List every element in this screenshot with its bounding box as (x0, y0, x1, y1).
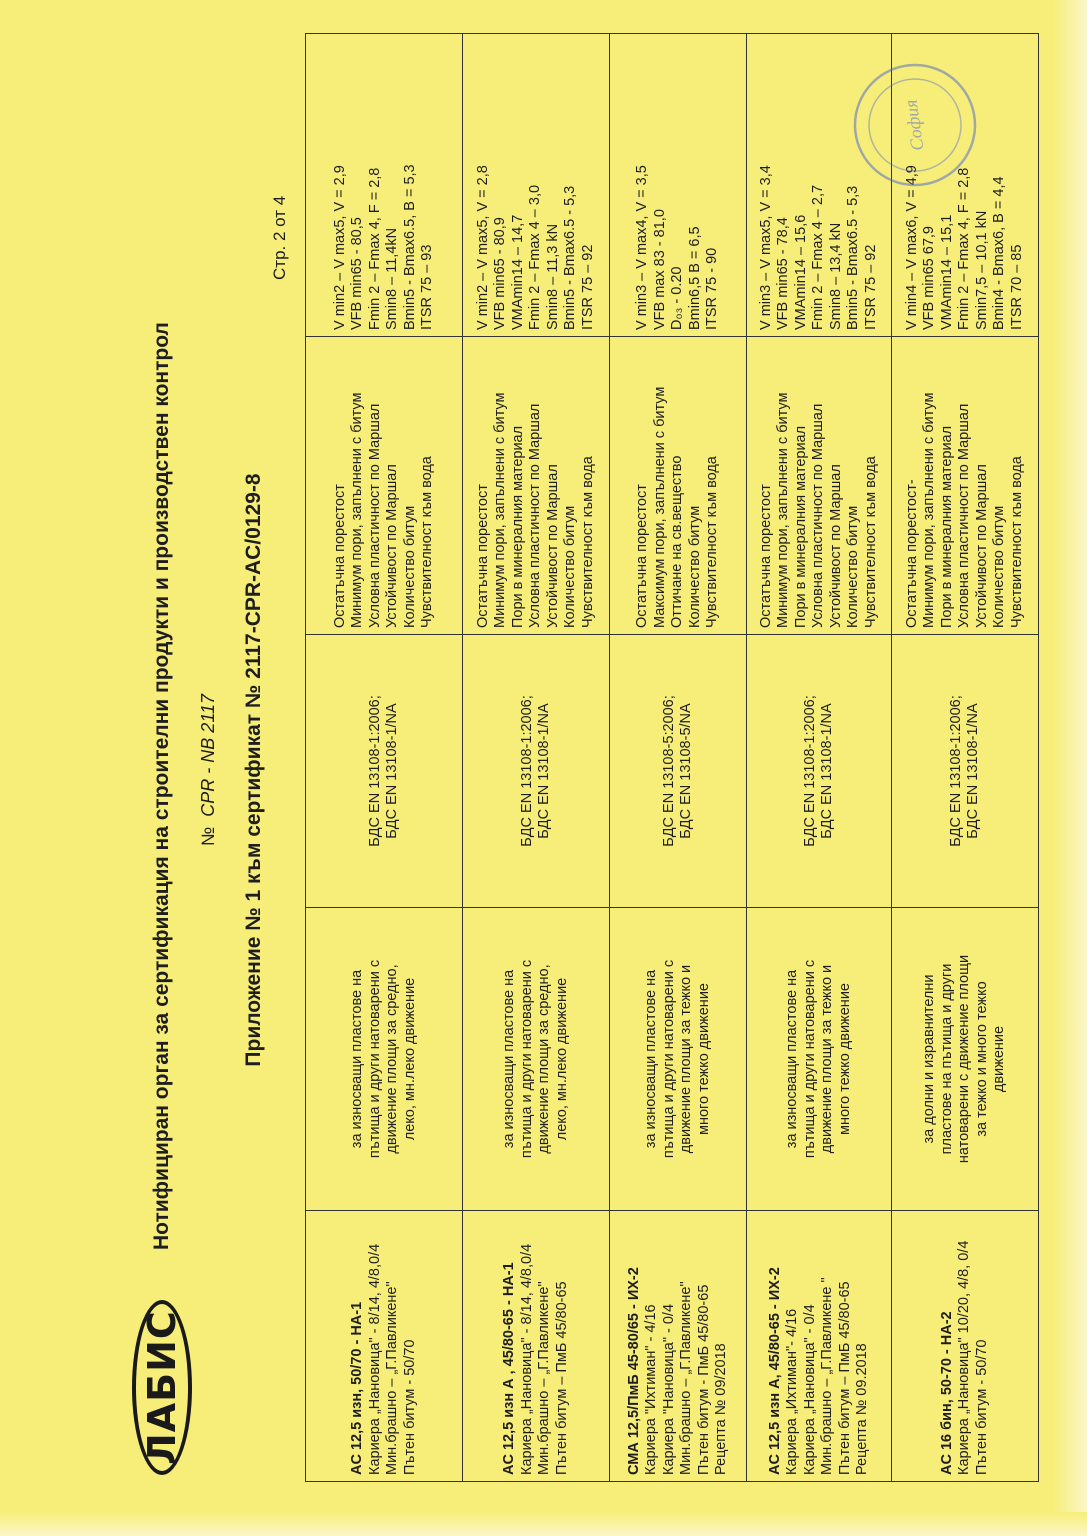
properties-cell (463, 337, 610, 635)
properties-line: Количество битум (686, 505, 703, 628)
intended-use-line: пластове на пътища и други (938, 963, 955, 1155)
values-line: VFB min65 - 78,4 (775, 217, 792, 330)
values-line: V min4 – V max6, V = 4,9 (903, 165, 920, 330)
values-line: VMAmin14 – 14,7 (509, 214, 526, 330)
product-line: Кариера „Нановица" - 8/14, 4/8,0/4 (518, 1243, 535, 1475)
values-line: ITSR 75 - 90 (704, 247, 721, 330)
properties-line: Остатъчна порестост (474, 484, 491, 628)
properties-line: Минимум пори, запълнени с битум (349, 392, 365, 628)
values-line: Fmin 2 – Fmax 4 – 2,7 (810, 184, 827, 330)
values-line: Bmin5 - Bmax6.5 - 5,3 (845, 185, 862, 330)
properties-line: Условна пластичност по Маршал (527, 403, 544, 628)
product-line: Пътен битум - 50/70 (973, 1339, 990, 1475)
properties-line: Минимум пори, запълнени с битум (921, 392, 938, 628)
product-cell (610, 1211, 747, 1482)
standard-line: БДС EN 13108-5/NA (678, 703, 694, 839)
intended-use-line: движение (991, 1025, 1008, 1093)
standard-line: БДС EN 13108-1/NA (384, 703, 400, 839)
intended-use-line: леко, мн.леко движение (553, 977, 570, 1141)
values-line: VFB min65 - 80,9 (492, 217, 509, 330)
intended-use-line: за долни и изравнителни (921, 974, 938, 1144)
intended-use-line: много тежко движение (695, 983, 712, 1135)
logo-text: ЛАБИС (140, 1310, 184, 1465)
intended-use-cell (306, 908, 463, 1211)
product-line: AC 16 бин, 50-70 - НА-2 (938, 1311, 955, 1475)
values-line: Smin8 – 11,3 kN (544, 223, 561, 330)
properties-cell (306, 337, 463, 635)
product-line: Кариера "Ихтиман" - 4/16 (643, 1304, 659, 1475)
properties-line: Устойчивост по Маршал (827, 464, 844, 628)
values-line: Smin8 – 11,4kN (384, 227, 400, 330)
product-line: Пътен битум - ПмБ 45/80-65 (695, 1284, 712, 1475)
product-line: AC 12,5 изн А , 45/80-65 - НА-1 (501, 1262, 517, 1475)
standard-line: БДС EN 13108-1/NA (965, 703, 981, 839)
labis-logo (132, 1300, 192, 1475)
intended-use-cell (747, 908, 892, 1211)
paper-edge-bottom (0, 1512, 1087, 1536)
values-line: Bmin4 - Bmax6, B = 4,4 (991, 176, 1008, 330)
properties-cell (610, 337, 747, 635)
standard-line: БДС EN 13108-1:2006; (366, 695, 383, 847)
properties-line: Условна пластичност по Маршал (810, 403, 827, 628)
properties-line: Количество битум (562, 505, 579, 628)
intended-use-line: движение площи за тежко и (819, 964, 835, 1154)
product-cell (747, 1211, 892, 1482)
properties-line: Количество битум (991, 505, 1008, 628)
values-line: VFB min65 - 80,5 (349, 217, 365, 330)
product-line: Кариера „Ихтиман"- 4/16 (784, 1308, 800, 1475)
table-row (610, 34, 747, 1482)
properties-line: Устойчивост по Маршал (973, 464, 990, 628)
stamp-text: София (900, 98, 928, 152)
intended-use-line: движение площи за тежко и (678, 964, 694, 1154)
properties-line: Остатъчна порестост (757, 484, 774, 628)
properties-line: Остатъчна порестост- (903, 479, 920, 628)
standard-cell (747, 635, 892, 908)
properties-cell (747, 337, 892, 635)
properties-line: Остатъчна порестост (634, 484, 651, 628)
properties-line: Устойчивост по Маршал (384, 464, 400, 628)
product-cell (892, 1211, 1039, 1482)
standard-line: БДС EN 13108-1/NA (819, 703, 835, 839)
standard-cell (463, 635, 610, 908)
standard-line: БДС EN 13108-5:2006; (660, 695, 677, 847)
number-value: CPR - NB 2117 (198, 693, 218, 817)
properties-line: Количество битум (401, 505, 418, 628)
appendix-title: Приложение № 1 към сертификат № 2117-CPR-AC/0129-8 (242, 473, 265, 1067)
values-line: Bmin5 - Bmax6.5, B = 5,3 (401, 164, 418, 330)
values-line: VMAmin14 – 15,6 (792, 214, 809, 330)
values-line: VFB max 83 - 81,0 (651, 209, 668, 330)
certificate-table (305, 33, 1039, 1482)
intended-use-line: за износващи пластове на (784, 969, 800, 1149)
properties-line: Минимум пори, запълнени с битум (492, 392, 509, 628)
values-line: VMAmin14 – 15,1 (938, 214, 955, 330)
product-line: Пътен битум – ПмБ 45/80-65 (553, 1281, 570, 1475)
properties-line: Количество битум (845, 505, 862, 628)
values-line: D₀₃ - 0.20 (669, 266, 686, 330)
header-title: Нотифициран орган за сертификация на строителни продукти и производствен контрол (150, 322, 173, 1250)
properties-line: Чувствителност към вода (419, 456, 435, 628)
values-line: V min3 – V max4, V = 3,5 (634, 165, 651, 330)
product-line: AC 12,5 изн, 50/70 - НА-1 (349, 1301, 365, 1475)
values-line: V min2 – V max5, V = 2,8 (474, 165, 491, 330)
standard-line: БДС EN 13108-1:2006; (518, 695, 535, 847)
properties-line: Чувствителност към вода (704, 456, 721, 628)
values-line: Fmin 2 – Fmax 4, F = 2,8 (366, 167, 383, 330)
standard-cell (306, 635, 463, 908)
product-line: Кариера „Нановица" 10/20, 4/8, 0/4 (956, 1240, 973, 1475)
intended-use-line: леко, мн.леко движение (401, 977, 418, 1141)
product-line: Мин.брашно – „Г.Павликене" (384, 1281, 400, 1475)
properties-line: Оттичане на св.вещество (669, 455, 686, 628)
intended-use-line: за тежко и много тежко (973, 981, 990, 1137)
properties-line: Условна пластичност по Маршал (366, 403, 383, 628)
product-line: Кариера „Нановица" - 0/4 (801, 1304, 818, 1475)
values-line: Smin8 – 13,4 kN (827, 222, 844, 330)
values-line: V min2 – V max5, V = 2,9 (331, 165, 348, 330)
values-cell (610, 34, 747, 337)
properties-line: Пори в минералния материал (792, 425, 809, 628)
product-line: Мин.брашно – „Г.Павликене" (536, 1281, 552, 1475)
notified-body-number (198, 40, 219, 1500)
properties-line: Чувствителност към вода (1008, 456, 1025, 628)
product-line: Кариера „Нановица" - 8/14, 4/8,0/4 (366, 1243, 383, 1475)
standard-cell (892, 635, 1039, 908)
properties-line: Чувствителност към вода (579, 456, 596, 628)
product-line: AC 12,5 изн А, 45/80-65 - ИХ-2 (766, 1267, 783, 1475)
properties-line: Пори в минералния материал (938, 425, 955, 628)
values-line: Bmin6,5 B = 6,5 (686, 226, 703, 330)
values-line: ITSR 75 – 92 (862, 244, 879, 330)
values-line: ITSR 70 – 85 (1008, 244, 1025, 330)
intended-use-line: пътища и други натоварени с (518, 959, 535, 1159)
product-line: СМА 12,5/ПмБ 45-80/65 - ИХ-2 (625, 1267, 642, 1475)
intended-use-line: пътища и други натоварени с (366, 959, 383, 1159)
paper-edge-right (1053, 0, 1087, 1536)
standard-cell (610, 635, 747, 908)
values-line: Fmin 2 – Fmax 4, F = 2,8 (956, 167, 973, 330)
number-prefix: № (198, 826, 218, 847)
values-line: ITSR 75 – 92 (579, 244, 596, 330)
intended-use-line: движение площи за средно, (536, 964, 552, 1154)
product-line: Рецепта № 09/2018 (713, 1343, 729, 1475)
values-line: Fmin 2 – Fmax 4 – 3,0 (527, 184, 544, 330)
intended-use-line: пътища и други натоварени с (660, 959, 677, 1159)
product-line: Кариера "Нановица" - 0/4 (660, 1303, 677, 1475)
properties-line: Чувствителност към вода (862, 456, 879, 628)
table-row (306, 34, 463, 1482)
page-number: Стр. 2 от 4 (270, 195, 289, 280)
values-line: VFB min65 67,9 (921, 226, 938, 330)
table-row (463, 34, 610, 1482)
intended-use-cell (610, 908, 747, 1211)
properties-line: Пори в минералния материал (509, 425, 526, 628)
product-line: Пътен битум – ПмБ 45/80-65 (836, 1281, 853, 1475)
intended-use-line: движение площи за средно, (384, 964, 400, 1154)
product-line: Рецепта № 09.2018 (854, 1343, 870, 1475)
properties-cell (892, 337, 1039, 635)
table-row (892, 34, 1039, 1482)
values-line: V min3 – V max5, V = 3,4 (757, 165, 774, 330)
intended-use-line: много тежко движение (836, 983, 853, 1135)
intended-use-line: за износващи пластове на (501, 969, 517, 1149)
table-row (747, 34, 892, 1482)
product-line: Мин.брашно – „Г.Павликене" (678, 1281, 694, 1475)
intended-use-cell (463, 908, 610, 1211)
standard-line: БДС EN 13108-1:2006; (947, 695, 964, 847)
intended-use-line: пътища и други натоварени с (801, 959, 818, 1159)
product-cell (463, 1211, 610, 1482)
properties-line: Максимум пори, запълнени с битум (651, 386, 668, 628)
product-line: Пътен битум - 50/70 (401, 1339, 418, 1475)
properties-line: Остатъчна порестост (331, 484, 348, 628)
intended-use-line: натоварени с движение площи (956, 954, 973, 1164)
intended-use-line: за износващи пластове на (643, 969, 659, 1149)
properties-line: Устойчивост по Маршал (544, 464, 561, 628)
values-cell (747, 34, 892, 337)
properties-line: Условна пластичност по Маршал (956, 403, 973, 628)
values-cell (463, 34, 610, 337)
certificate-page (120, 40, 1040, 1500)
intended-use-cell (892, 908, 1039, 1211)
values-line: ITSR 75 – 93 (419, 244, 435, 330)
values-cell (306, 34, 463, 337)
product-cell (306, 1211, 463, 1482)
values-cell (892, 34, 1039, 337)
standard-line: БДС EN 13108-1:2006; (801, 695, 818, 847)
values-line: Bmin5 - Bmax6.5 - 5,3 (562, 185, 579, 330)
intended-use-line: за износващи пластове на (349, 969, 365, 1149)
standard-line: БДС EN 13108-1/NA (536, 703, 552, 839)
product-line: Мин.брашно – „Г.Павликене " (819, 1277, 835, 1475)
properties-line: Минимум пори, запълнени с битум (775, 392, 792, 628)
values-line: Smin7,5 – 10,1 kN (973, 210, 990, 330)
